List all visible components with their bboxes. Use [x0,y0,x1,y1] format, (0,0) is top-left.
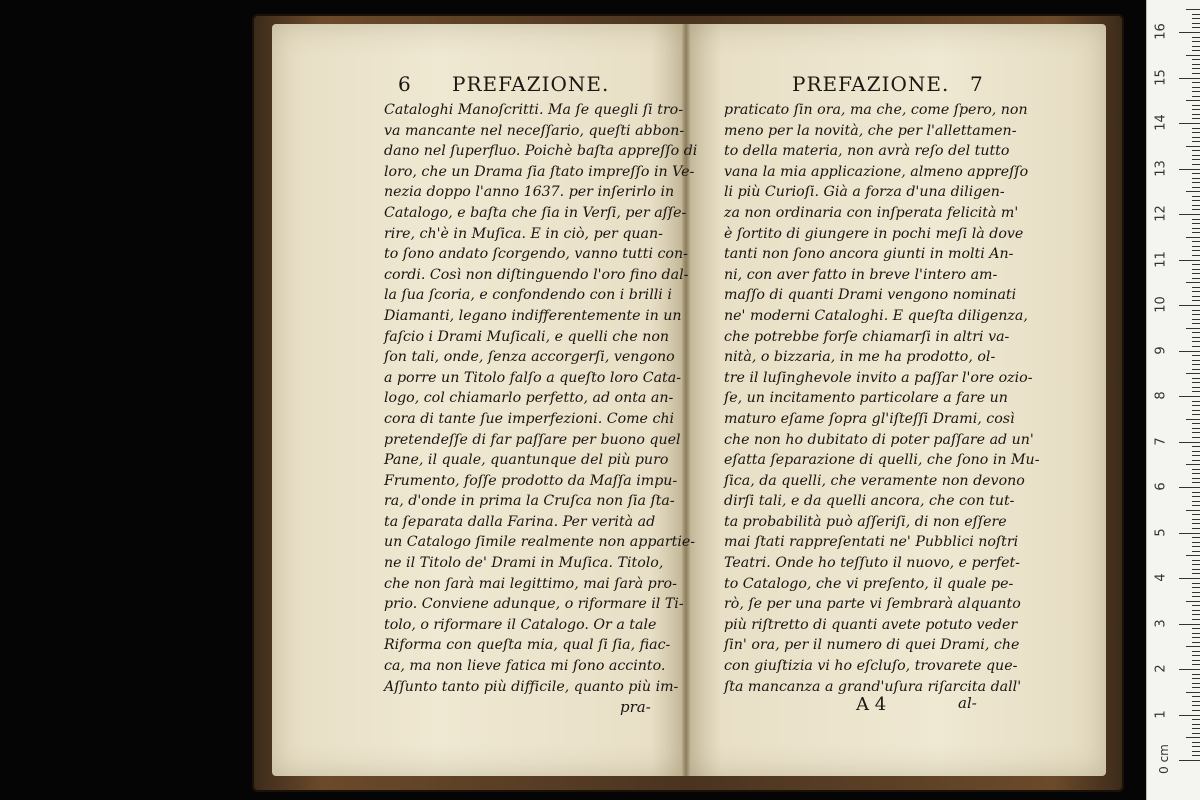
ruler-tick [1192,751,1200,752]
ruler-tick [1179,760,1200,761]
text-line: za non ordinaria con inſperata felicità m' [724,204,1019,221]
ruler-tick [1192,560,1200,561]
ruler-tick [1192,664,1200,665]
ruler-tick [1192,492,1200,493]
ruler-tick [1192,364,1200,365]
ruler-tick [1192,542,1200,543]
ruler-tick [1192,719,1200,720]
ruler-tick [1192,755,1200,756]
ruler-tick [1192,187,1200,188]
text-line: ſe, un incitamento particolare a fare un [724,390,1008,407]
ruler-tick [1179,123,1200,124]
text-line: logo, col chiamarlo perfetto, ad onta an- [384,390,674,407]
ruler-tick [1192,633,1200,634]
ruler-tick [1192,355,1200,356]
text-line: ca, ma non lieve fatica mi ſono accinto. [384,658,666,675]
text-line: ni, con aver fatto in breve l'intero am- [724,266,998,283]
text-line: è ſortito di giungere in pochi meſi là dove [724,225,1024,242]
ruler-tick [1192,264,1200,265]
ruler-tick [1192,278,1200,279]
ruler-tick [1179,487,1200,488]
ruler-tick [1192,696,1200,697]
signature-mark: A 4 [856,694,887,715]
ruler-tick [1186,100,1200,101]
text-line: pretendeſſe di far paſſare per buono quel [384,431,681,448]
text-line: ſon tali, onde, ſenza accorgerſi, vengono [384,349,675,366]
ruler-tick [1192,141,1200,142]
ruler-tick [1186,55,1200,56]
ruler-tick [1192,705,1200,706]
ruler-tick [1186,146,1200,147]
ruler-tick [1192,446,1200,447]
text-line: più riſtretto di quanti avete potuto veder [724,616,1018,633]
ruler-number: 14 [1153,114,1169,131]
text-line: che non ſarà mai legittimo, mai ſarà pro- [384,575,677,592]
text-line: ra, d'onde in prima la Cruſca non ſia ſta- [384,493,675,510]
ruler-tick [1192,228,1200,229]
text-line: cordi. Così non diſtinguendo l'oro fino dal- [384,266,689,283]
ruler-tick [1192,596,1200,597]
ruler-tick [1192,182,1200,183]
ruler-tick [1192,150,1200,151]
ruler-number: 3 [1153,618,1169,628]
ruler-unit: 0 cm [1156,744,1171,774]
ruler-tick [1192,369,1200,370]
ruler-tick [1179,715,1200,716]
text-line: praticato ſin ora, ma che, come ſpero, non [724,102,1028,118]
text-line: rire, ch'è in Muſica. E in ciò, per quan- [384,225,663,242]
ruler-tick [1192,23,1200,24]
text-line: dirſi tali, e da quelli ancora, che con tut- [724,493,1015,510]
ruler-tick [1192,514,1200,515]
text-line: to ſono andato ſcorgendo, vanno tutti con- [384,246,688,263]
ruler-tick [1192,82,1200,83]
ruler-tick [1192,701,1200,702]
ruler-number: 1 [1153,709,1169,719]
ruler-tick [1192,451,1200,452]
ruler-tick [1192,300,1200,301]
ruler-tick [1192,678,1200,679]
ruler-tick [1192,651,1200,652]
ruler-tick [1192,323,1200,324]
ruler-tick [1192,537,1200,538]
ruler-tick [1192,519,1200,520]
ruler-tick [1192,687,1200,688]
ruler-number: 2 [1153,664,1169,673]
ruler-tick [1192,382,1200,383]
ruler-tick [1192,200,1200,201]
ruler-tick [1192,360,1200,361]
text-line: meno per la novità, che per l'allettamen- [724,122,1017,139]
ruler-tick [1192,155,1200,156]
text-line: ta probabilità può aſſeriſi, di non eſſere [724,513,1007,530]
ruler-tick [1192,569,1200,570]
text-line: tolo, o riformare il Catalogo. Or a tale [384,616,657,633]
text-line: va mancante nel neceſſario, queſti abbon- [384,122,685,139]
ruler-tick [1192,460,1200,461]
ruler-tick [1192,660,1200,661]
ruler-tick [1192,473,1200,474]
ruler-tick [1192,73,1200,74]
ruler-tick [1192,428,1200,429]
ruler-tick [1192,14,1200,15]
ruler-tick [1192,91,1200,92]
ruler-tick [1192,478,1200,479]
text-line: che non ho dubitato di poter paſſare ad un' [724,431,1034,448]
ruler-tick [1192,27,1200,28]
text-line: rò, ſe per una parte vi ſembrarà alquanto [724,596,1021,613]
ruler-tick [1192,178,1200,179]
ruler-tick [1192,432,1200,433]
ruler-number: 5 [1153,527,1169,537]
ruler-tick [1179,351,1200,352]
ruler-tick [1186,328,1200,329]
text-line: ſta mancanza a grand'uſura riſarcita dall' [724,678,1022,695]
ruler-tick [1192,132,1200,133]
ruler-tick [1186,555,1200,556]
ruler-tick [1192,414,1200,415]
ruler-tick [1192,469,1200,470]
ruler-tick [1192,332,1200,333]
ruler-tick [1192,273,1200,274]
ruler-tick [1192,674,1200,675]
ruler-number: 13 [1153,159,1169,177]
ruler-number: 7 [1153,436,1169,446]
text-line: eſatta ſeparazione di quelli, che ſono in Mu- [724,452,1040,469]
ruler-tick [1192,159,1200,160]
ruler-tick [1192,114,1200,115]
ruler-tick [1192,587,1200,588]
ruler-tick [1192,423,1200,424]
text-line: nezia doppo l'anno 1637. per inſerirlo in [384,184,675,201]
ruler-tick [1179,624,1200,625]
ruler-tick [1192,319,1200,320]
ruler-tick [1192,296,1200,297]
ruler-tick [1192,637,1200,638]
ruler-tick [1192,655,1200,656]
text-line: Riforma con queſta mia, qual ſi ſia, fiac- [384,637,671,654]
text-line: un Catalogo ſimile realmente non appartie- [384,534,696,551]
ruler-tick [1192,59,1200,60]
ruler-tick [1186,9,1200,10]
ruler-tick [1192,164,1200,165]
text-line: li più Curioſi. Già a forza d'una diligen- [724,184,1005,201]
ruler-number: 8 [1153,391,1169,400]
text-line: ta ſeparata dalla Farina. Per verità ad [384,513,656,530]
text-line: vana la mia applicazione, almeno appreſſo [724,163,1029,180]
ruler-tick [1192,391,1200,392]
ruler-tick [1192,68,1200,69]
ruler-tick [1192,50,1200,51]
ruler-tick [1192,496,1200,497]
text-line: nità, o bizzaria, in me ha prodotto, ol- [724,349,996,366]
ruler-tick [1192,724,1200,725]
ruler-tick [1186,737,1200,738]
text-line: maſſo di quanti Drami vengono nominati [724,287,1017,304]
text-line: Catalogo, e baſta che ſia in Verſi, per aſſe- [384,204,687,221]
ruler-tick [1192,196,1200,197]
ruler-tick [1179,396,1200,397]
text-line: maturo eſame ſopra gl'iſteſſi Drami, così [724,410,1015,427]
ruler-tick [1179,578,1200,579]
text-line: to Catalogo, che vi preſento, il quale pe- [724,575,1014,592]
ruler-tick [1186,692,1200,693]
ruler-tick [1192,269,1200,270]
text-line: ſica, da quelli, che veramente non devono [724,472,1025,489]
ruler-tick [1192,614,1200,615]
text-line: ſin' ora, per il numero di quei Drami, che [724,637,1020,654]
ruler-tick [1186,191,1200,192]
text-line: loro, che un Drama ſia ſtato impreſſo in Ve- [384,163,695,180]
ruler-tick [1192,405,1200,406]
ruler-tick [1192,628,1200,629]
ruler-tick [1192,64,1200,65]
ruler-tick [1192,46,1200,47]
text-line: che potrebbe forſe chiamarſi in altri va- [724,328,1010,345]
right-catchword: al- [958,694,977,712]
left-catchword: pra- [620,698,651,716]
text-line: Diamanti, legano indifferentemente in un [384,307,682,324]
ruler-tick [1192,41,1200,42]
ruler-tick [1192,592,1200,593]
ruler-tick [1179,442,1200,443]
ruler-tick [1192,18,1200,19]
left-page-text [384,100,697,697]
text-line: Aſſunto tanto più difficile, quanto più im- [384,678,679,695]
text-line: ne il Titolo de' Drami in Muſica. Titolo, [384,555,664,572]
text-line: con giuſtizia vi ho eſcluſo, trovarete que- [724,658,1018,675]
ruler-tick [1192,482,1200,483]
ruler-tick [1192,310,1200,311]
text-line: prio. Conviene adunque, o riformare il Ti- [384,596,684,613]
ruler-tick [1192,314,1200,315]
ruler-tick [1192,37,1200,38]
ruler-tick [1192,209,1200,210]
ruler-tick [1192,387,1200,388]
ruler-number: 15 [1153,68,1169,86]
ruler-tick [1179,533,1200,534]
ruler-number: 11 [1153,250,1169,268]
text-line: tanti non ſono ancora giunti in molti An- [724,246,1014,263]
ruler-tick [1192,683,1200,684]
ruler-tick [1192,87,1200,88]
text-line: Cataloghi Manoſcritti. Ma ſe quegli ſi tro- [384,102,684,118]
text-line: Frumento, foſſe prodotto da Maſſa impu- [384,472,678,489]
ruler-number: 12 [1153,205,1169,222]
ruler-tick [1192,546,1200,547]
ruler-number: 9 [1153,345,1169,355]
ruler-tick [1192,109,1200,110]
ruler-tick [1186,282,1200,283]
ruler-tick [1192,291,1200,292]
ruler-tick [1179,669,1200,670]
ruler-tick [1192,337,1200,338]
ruler-tick [1192,232,1200,233]
ruler-tick [1179,260,1200,261]
ruler-tick [1192,223,1200,224]
text-line: cora di tante ſue imperfezioni. Come chi [384,410,675,427]
ruler-tick [1192,410,1200,411]
text-line: a porre un Titolo falſo a queſto loro Cata- [384,369,681,386]
ruler-tick [1192,742,1200,743]
ruler-tick [1192,733,1200,734]
text-line: ne' moderni Cataloghi. E queſta diligenza, [724,307,1028,324]
text-line: mai ſtati rappreſentati ne' Pubblici noſtri [724,534,1019,551]
ruler-tick [1179,78,1200,79]
ruler-tick [1186,601,1200,602]
ruler-tick [1192,173,1200,174]
ruler-tick [1192,378,1200,379]
measuring-ruler [1146,0,1200,800]
ruler-tick [1192,551,1200,552]
ruler-tick [1179,32,1200,33]
text-line: faſcio i Drami Muſicali, e quelli che non [384,328,670,345]
ruler-tick [1192,287,1200,288]
ruler-tick [1186,464,1200,465]
ruler-tick [1186,237,1200,238]
ruler-tick [1192,710,1200,711]
left-running-header: PREFAZIONE. [452,72,610,96]
left-page-number: 6 [398,72,412,96]
ruler-tick [1192,105,1200,106]
ruler-tick [1192,241,1200,242]
ruler-tick [1192,250,1200,251]
ruler-tick [1192,219,1200,220]
ruler-tick [1192,205,1200,206]
ruler-tick [1192,523,1200,524]
ruler-tick [1192,437,1200,438]
ruler-tick [1192,505,1200,506]
ruler-tick [1192,728,1200,729]
ruler-tick [1192,137,1200,138]
text-line: Teatri. Onde ho teſſuto il nuovo, e perfet- [724,555,1020,572]
ruler-tick [1192,401,1200,402]
ruler-number: 10 [1153,296,1169,313]
ruler-tick [1192,642,1200,643]
ruler-tick [1186,646,1200,647]
ruler-tick [1192,619,1200,620]
ruler-tick [1192,746,1200,747]
text-line: Pane, il quale, quantunque del più puro [384,452,669,469]
text-line: to della materia, non avrà reſo del tutto [724,143,1010,160]
right-page-number: 7 [970,72,984,96]
text-line: tre il luſinghevole invito a paſſar l'ore ozio- [724,369,1033,386]
ruler-tick [1192,573,1200,574]
ruler-tick [1192,128,1200,129]
ruler-number: 16 [1153,23,1169,40]
ruler-tick [1192,583,1200,584]
ruler-tick [1192,501,1200,502]
ruler-tick [1192,346,1200,347]
ruler-tick [1192,96,1200,97]
ruler-tick [1186,510,1200,511]
ruler-tick [1192,341,1200,342]
ruler-tick [1192,564,1200,565]
ruler-number: 4 [1153,573,1169,582]
ruler-tick [1192,455,1200,456]
ruler-tick [1192,605,1200,606]
ruler-tick [1179,214,1200,215]
ruler-number: 6 [1153,482,1169,491]
right-running-header: PREFAZIONE. [792,72,950,96]
ruler-tick [1186,373,1200,374]
ruler-tick [1192,528,1200,529]
ruler-tick [1186,419,1200,420]
ruler-tick [1192,610,1200,611]
right-page-text [724,100,1040,697]
ruler-tick [1179,305,1200,306]
ruler-tick [1192,255,1200,256]
text-line: dano nel ſuperfluo. Poichè baſta appreſſo di [384,143,698,160]
ruler-tick [1192,118,1200,119]
text-line: la ſua ſcoria, e confondendo con i brilli i [384,287,672,304]
ruler-tick [1179,169,1200,170]
ruler-tick [1192,246,1200,247]
